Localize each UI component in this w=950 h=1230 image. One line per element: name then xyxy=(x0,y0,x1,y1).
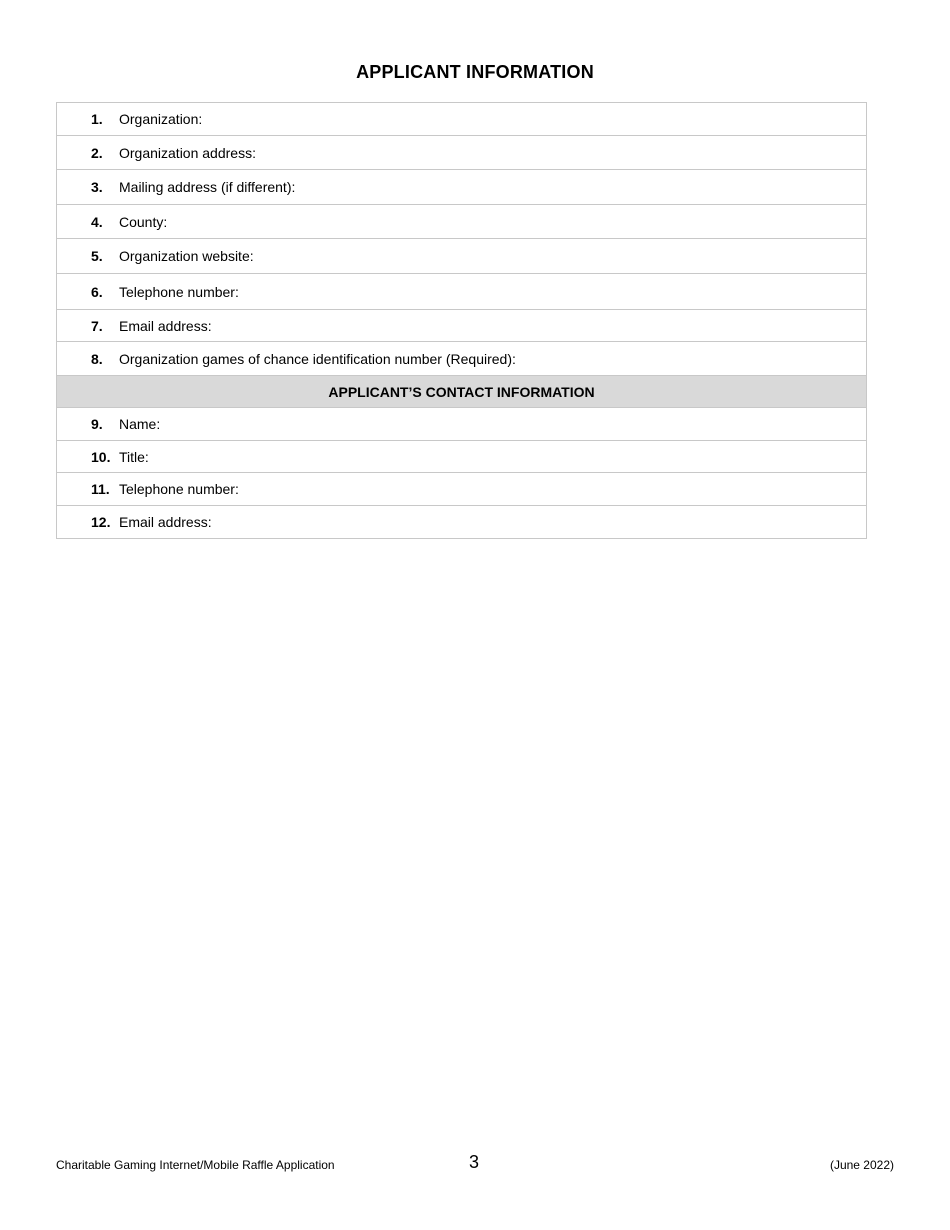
field-label: Mailing address (if different): xyxy=(119,179,296,195)
form-row-email-address[interactable] xyxy=(57,310,866,342)
field-label: Organization: xyxy=(119,111,203,127)
field-number: 9. xyxy=(91,416,103,432)
field-number: 12. xyxy=(91,514,111,530)
field-number: 3. xyxy=(91,179,103,195)
field-number: 4. xyxy=(91,213,103,230)
form-row-organization[interactable] xyxy=(57,103,866,136)
field-number: 8. xyxy=(91,350,103,367)
applicant-information-table xyxy=(56,102,867,539)
form-row-organization-address[interactable] xyxy=(57,136,866,170)
field-label: County: xyxy=(119,213,168,230)
form-row-telephone-number[interactable] xyxy=(57,274,866,310)
field-label: Title: xyxy=(119,448,149,465)
field-label: Name: xyxy=(119,416,161,432)
field-number: 5. xyxy=(91,248,103,264)
field-number: 7. xyxy=(91,317,103,334)
field-number: 1. xyxy=(91,111,103,127)
footer-revision-date: (June 2022) xyxy=(829,1158,894,1172)
footer-document-name: Charitable Gaming Internet/Mobile Raffle Application xyxy=(56,1158,335,1172)
form-row-contact-title[interactable] xyxy=(57,441,866,473)
field-label: Telephone number: xyxy=(119,481,239,497)
field-label: Telephone number: xyxy=(119,283,239,300)
form-row-contact-telephone[interactable] xyxy=(57,473,866,506)
field-number: 10. xyxy=(91,448,111,465)
form-row-county[interactable] xyxy=(57,205,866,239)
field-label: Email address: xyxy=(119,514,212,530)
form-row-contact-email[interactable] xyxy=(57,506,866,538)
form-row-contact-name[interactable] xyxy=(57,408,866,441)
form-row-organization-website[interactable] xyxy=(57,239,866,274)
field-label: Email address: xyxy=(119,317,212,334)
form-row-games-of-chance-id[interactable] xyxy=(57,342,866,376)
contact-section-title: APPLICANT’S CONTACT INFORMATION xyxy=(328,383,595,400)
field-number: 2. xyxy=(91,144,103,161)
field-number: 11. xyxy=(91,481,110,497)
form-row-mailing-address[interactable] xyxy=(57,170,866,205)
page-title: APPLICANT INFORMATION xyxy=(356,62,594,82)
field-label: Organization address: xyxy=(119,144,256,161)
page-footer xyxy=(56,1152,894,1176)
field-number: 6. xyxy=(91,283,103,300)
contact-section-header xyxy=(57,376,866,408)
field-label: Organization games of chance identification number (Required): xyxy=(119,350,516,367)
footer-page-number: 3 xyxy=(469,1152,480,1172)
field-label: Organization website: xyxy=(119,248,254,264)
